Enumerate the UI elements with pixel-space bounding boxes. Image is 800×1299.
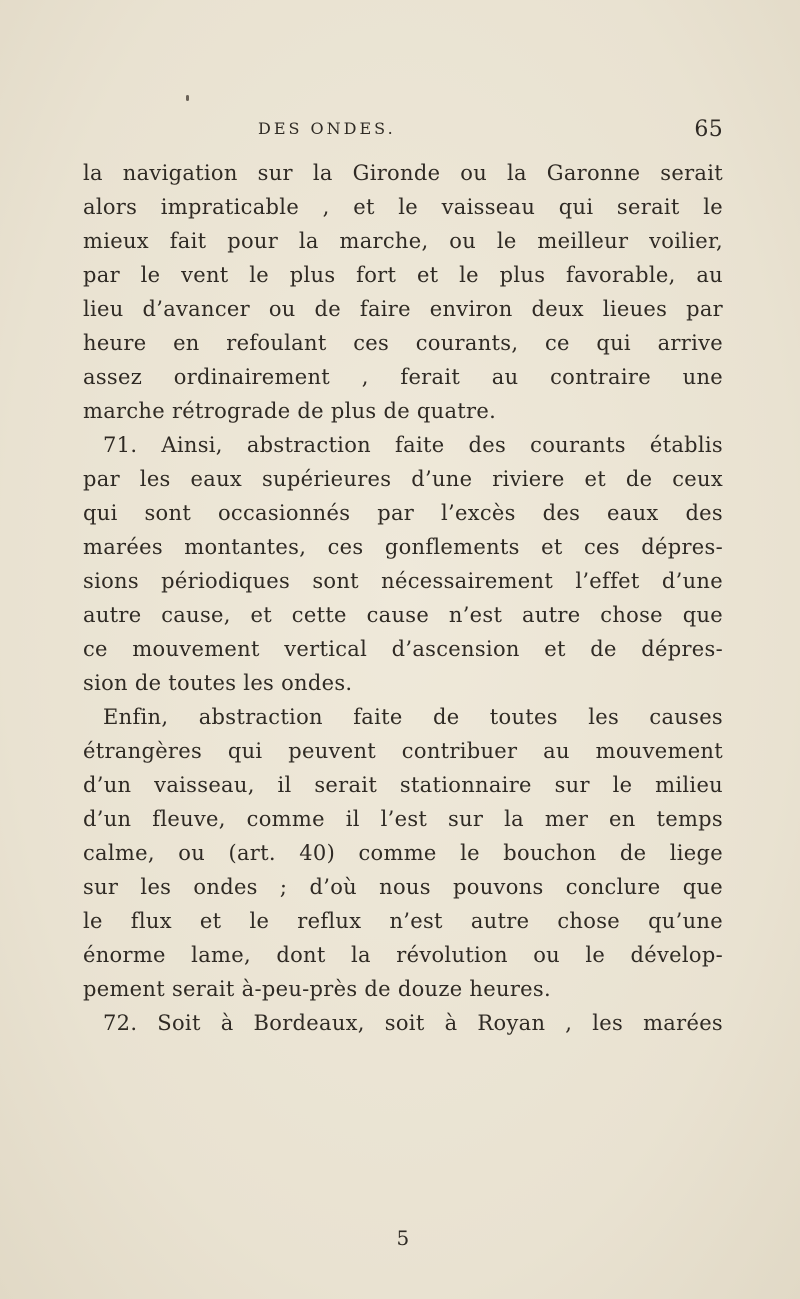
text-line: par les eaux supérieures d’une riviere et de ceux [83, 467, 723, 491]
text-line: lieu d’avancer ou de faire environ deux lieues par [83, 297, 723, 321]
paragraph-start-71: 71. Ainsi, abstraction faite des courants établis [103, 433, 723, 457]
text-line: marche rétrograde de plus de quatre. [83, 399, 497, 423]
text-line: le flux et le reflux n’est autre chose qu’une [83, 909, 723, 933]
text-line: sion de toutes les ondes. [83, 671, 353, 695]
text-line: qui sont occasionnés par l’excès des eaux des [83, 501, 723, 525]
text-line: étrangères qui peuvent contribuer au mouvement [83, 739, 723, 763]
text-line: heure en refoulant ces courants, ce qui arrive [83, 331, 723, 355]
text-line: sions périodiques sont nécessairement l’effet d’une [83, 569, 723, 593]
text-line: d’un fleuve, comme il l’est sur la mer en temps [83, 807, 723, 831]
text-line: sur les ondes ; d’où nous pouvons conclure que [83, 875, 723, 899]
text-line: ce mouvement vertical d’ascension et de dépres- [83, 637, 723, 661]
text-line: autre cause, et cette cause n’est autre chose que [83, 603, 723, 627]
text-line: pement serait à-peu-près de douze heures. [83, 977, 551, 1001]
text-line: alors impraticable , et le vaisseau qui serait le [83, 195, 723, 219]
text-line: d’un vaisseau, il serait stationnaire sur le milieu [83, 773, 723, 797]
text-line: énorme lame, dont la révolution ou le dévelop- [83, 943, 723, 967]
page-number: 65 [694, 117, 723, 142]
ink-speck [186, 95, 189, 101]
running-title: DES ONDES. [258, 119, 396, 138]
signature-mark: 5 [396, 1226, 410, 1250]
text-line: marées montantes, ces gonflements et ces dépres- [83, 535, 723, 559]
text-line: assez ordinairement , ferait au contraire une [83, 365, 723, 389]
text-line: calme, ou (art. 40) comme le bouchon de liege [83, 841, 723, 865]
text-line: par le vent le plus fort et le plus favorable, au [83, 263, 723, 287]
running-head [83, 117, 723, 147]
paragraph-start-72: 72. Soit à Bordeaux, soit à Royan , les marées [103, 1011, 723, 1035]
text-line: la navigation sur la Gironde ou la Garonne serait [83, 161, 723, 185]
text-line: mieux fait pour la marche, ou le meilleur voilier, [83, 229, 723, 253]
paragraph-start-enfin: Enfin, abstraction faite de toutes les causes [103, 705, 723, 729]
